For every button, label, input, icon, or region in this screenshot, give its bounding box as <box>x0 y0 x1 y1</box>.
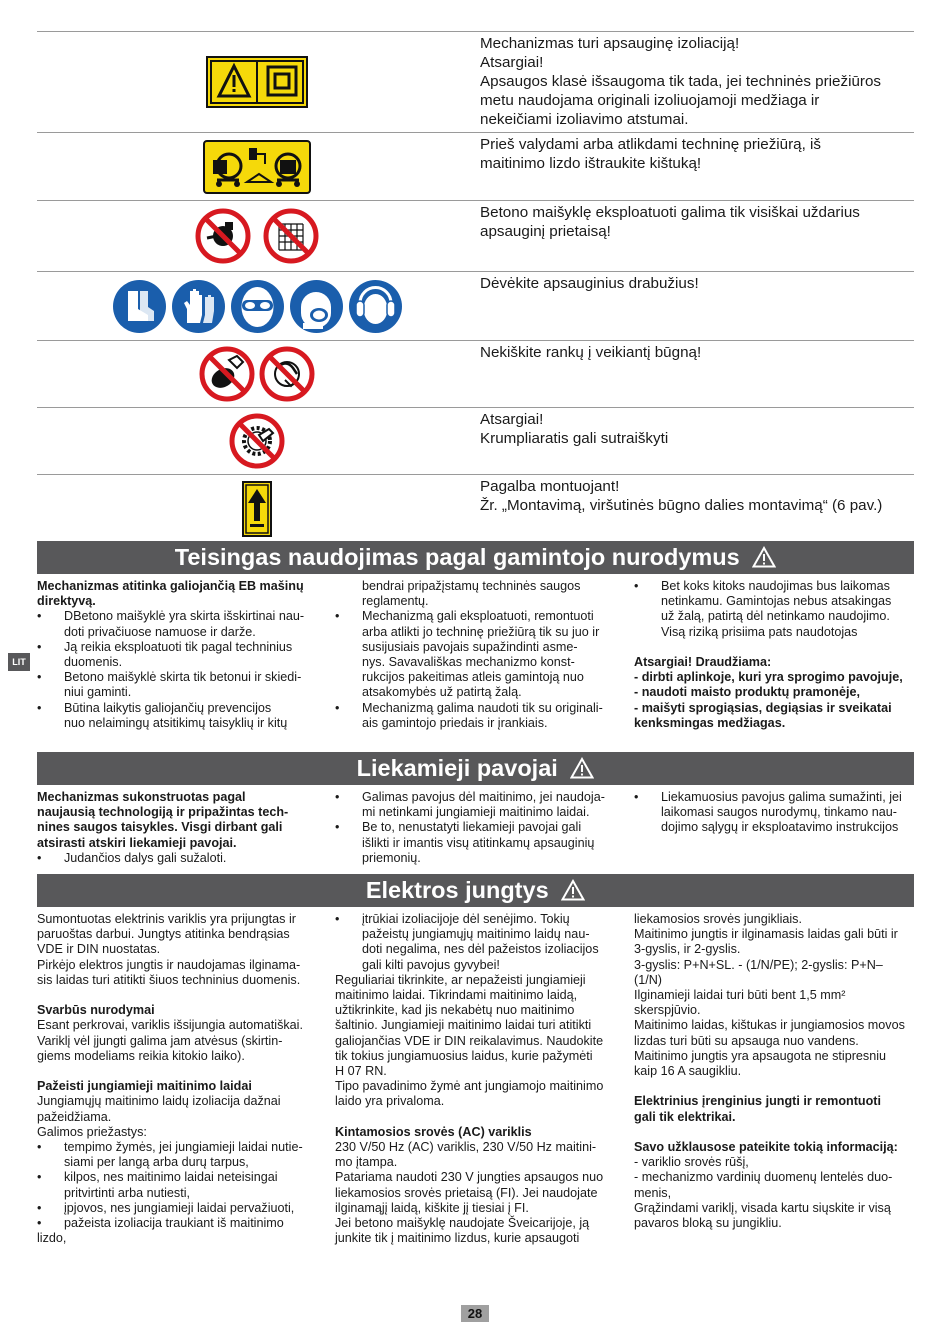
text-line: VDE ir DIN nuostatas. <box>37 942 161 957</box>
text-line: laido yra privaloma. <box>335 1094 445 1109</box>
symbol-row-insulation <box>37 31 914 132</box>
text-line: reglamentų. <box>362 594 429 609</box>
warning-triangle-icon <box>752 546 776 568</box>
list-item: • Be to, nenustatyti liekamieji pavojai gali išlikti ir imantis visų atitinkamų apsauginių priemonių. <box>335 820 625 866</box>
symbol-row-guard <box>37 200 914 271</box>
text-line: H 07 RN. <box>335 1064 387 1079</box>
dust-mask-icon <box>289 279 344 334</box>
text-line: 230 V/50 Hz (AC) variklis, 230 V/50 Hz maitini- <box>335 1140 597 1155</box>
text-line: naujausią technologiją ir pripažintas tech- <box>37 805 289 820</box>
text-line: Nekiškite rankų į veikiantį būgną! <box>480 344 702 361</box>
list-item: • tempimo žymės, jei jungiamieji laidai nutie- siami per langą arba durų tarpus, <box>37 1140 327 1170</box>
residual-column-3 <box>634 790 919 836</box>
text-line: - dirbti aplinkoje, kuri yra sprogimo pavojuje, <box>634 670 903 685</box>
text-line: Apsaugos klasė išsaugoma tik tada, jei techninės priežiūros <box>480 73 882 90</box>
section-heading-residual <box>37 752 914 785</box>
text-line: Jungiamųjų maitinimo laidų izoliacija dažnai <box>37 1094 281 1109</box>
text-line: metu naudojama originali izoliuojamoji medžiaga ir <box>480 92 820 109</box>
text-line: pažeidžiama. <box>37 1109 112 1124</box>
text-line: - mechanizmo vardinių duomenų lentelės duo- <box>634 1170 893 1185</box>
text-line: kenksmingas medžiagas. <box>634 715 786 730</box>
text-line: nines saugos taisykles. Visgi dirbant gali <box>37 820 283 835</box>
text-line: direktyvą. <box>37 594 96 609</box>
text-line: liekamosios srovės prietaisą (FI). Jei naudojate <box>335 1185 598 1200</box>
list-item: • Bet koks kitoks naudojimas bus laikomas netinkamu. Gamintojas nebus atsakingas už žalą, patirtą dėl netinkamo naudojimo. Visą riziką prisiima pats naudotojas <box>634 579 919 640</box>
text-line: šaltinio. Jungiamieji maitinimo laidai turi atitikti <box>335 1018 592 1033</box>
electric-column-3 <box>634 912 919 1231</box>
no-open-grid-sign <box>263 208 319 264</box>
usage-column-3 <box>634 579 919 731</box>
residual-column-1 <box>37 790 327 866</box>
text-line: Atsargiai! Draudžiama: <box>634 655 772 669</box>
no-hands-in-drum-sign <box>199 346 255 402</box>
list-item: • Judančios dalys gali sužaloti. <box>37 851 327 866</box>
text-line: - naudoti maisto produktų pramonėje, <box>634 685 860 700</box>
text-line: pavaros bloką su jungikliu. <box>634 1216 782 1231</box>
subheading: Svarbūs nurodymai <box>37 1003 155 1018</box>
text-line: Galimos priežastys: <box>37 1124 147 1139</box>
assembly-help-arrow-sign <box>242 481 272 537</box>
text-line: Maitinimo laidas, kištukas ir jungiamosios movos <box>634 1018 905 1033</box>
text-line: nekeičiami izoliavimo atstumai. <box>480 111 689 128</box>
safety-boots-icon <box>112 279 167 334</box>
text-line: Krumpliaratis gali sutraiškyti <box>480 430 669 447</box>
ear-protection-icon <box>348 279 403 334</box>
text-line: menis, <box>634 1185 672 1200</box>
text-line: kaip 16 A saugikliu. <box>634 1064 742 1079</box>
list-item: • Betono maišyklė skirta tik betonui ir skiedi- niui gaminti. <box>37 670 327 700</box>
text-line: bendrai pripažįstamų techninės saugos <box>362 579 581 593</box>
text-line: Mechanizmas sukonstruotas pagal <box>37 790 246 804</box>
text-line: Sumontuotas elektrinis variklis yra prijungtas ir <box>37 912 296 926</box>
text-line: - variklio srovės rūšį, <box>634 1155 749 1170</box>
text-line: tik tokius jungiamuosius laidus, kurie pažymėti <box>335 1048 593 1063</box>
section-heading-usage <box>37 541 914 574</box>
page-number: 28 <box>461 1305 489 1322</box>
text-line: Patariama naudoti 230 V jungties apsaugos nuo <box>335 1170 604 1185</box>
symbol-text-hands <box>480 343 914 362</box>
symbol-row-gear <box>37 407 914 474</box>
text-line: Ilginamieji laidai turi būti bent 1,5 mm² <box>634 988 846 1003</box>
list-item: • Galimas pavojus dėl maitinimo, jei naudoja- mi netinkami jungiamieji maitinimo laidai. <box>335 790 625 820</box>
text-line: Maitinimo jungtis yra apsaugota ne stipresniu <box>634 1048 887 1063</box>
text-line: junkite tik į maitinimo lizdus, kurie apsaugoti <box>335 1231 580 1246</box>
no-operation-without-guard-sign <box>195 208 251 264</box>
warning-and-double-insulation-sign <box>206 56 308 108</box>
text-line: Maitinimo jungtis ir ilginamasis laidas gali būti ir <box>634 927 898 942</box>
text-line: Grąžindami variklį, visada kartu siųskite ir visą <box>634 1200 891 1215</box>
text-line: Atsargiai! <box>480 54 544 71</box>
subheading: Savo užklausose pateikite tokią informaciją: <box>634 1140 898 1155</box>
list-item: • pažeista izoliacija traukiant iš maitinimo lizdo, <box>37 1216 327 1246</box>
section-heading-electric <box>37 874 914 907</box>
symbol-row-unplug <box>37 132 914 200</box>
symbol-row-ppe <box>37 271 914 340</box>
safety-gloves-icon <box>171 279 226 334</box>
text-line: Esant perkrovai, variklis išsijungia automatiškai. <box>37 1018 303 1033</box>
list-item: • Būtina laikytis galiojančių prevencijos nuo nelaimingų atsitikimų taisyklių ir kitų <box>37 701 327 731</box>
symbol-text-guard <box>480 203 914 241</box>
warning-triangle-icon <box>570 757 594 779</box>
list-item: • Mechanizmą galima naudoti tik su originali- ais gamintojo priedais ir įrankiais. <box>335 701 625 731</box>
symbol-text-unplug <box>480 135 914 173</box>
text-line: sis laidas turi atitikti šiuos techninius duomenis. <box>37 972 301 987</box>
text-line: paruoštas darbui. Jungtys atitinka bendrąsias <box>37 927 290 942</box>
section-title: Elektros jungtys <box>365 877 549 903</box>
subheading: Kintamosios srovės (AC) variklis <box>335 1124 532 1139</box>
text-line: maitinimo lizdo ištraukite kištuką! <box>480 155 702 172</box>
symbol-text-insulation <box>480 34 914 129</box>
text-line: Betono maišyklę eksploatuoti galima tik visiškai uždarius <box>480 204 860 221</box>
subheading: gali tik elektrikai. <box>634 1109 736 1124</box>
symbol-text-ppe <box>480 274 914 293</box>
text-line: galiojančias VDE ir DIN reikalavimus. Naudokite <box>335 1033 604 1048</box>
text-line: Reguliariai tikrinkite, ar nepažeisti jungiamieji <box>335 972 586 987</box>
text-line: apsauginį prietaisą! <box>480 223 611 240</box>
text-line: užtikrinkite, kad jis nekabėtų nuo maitinimo <box>335 1003 575 1018</box>
list-item: • Liekamuosius pavojus galima sumažinti, jei laikomasi saugos nurodymų, tinkamo nau- dojimo sąlygų ir eksploatavimo instrukcijos <box>634 790 919 836</box>
text-line: Pagalba montuojant! <box>480 478 620 495</box>
text-line: Atsargiai! <box>480 411 544 428</box>
list-item: • DBetono maišyklė yra skirta išskirtinai nau- doti privačiuose namuose ir darže. <box>37 609 327 639</box>
usage-column-1 <box>37 579 327 731</box>
language-tab: LIT <box>8 653 30 671</box>
text-line: Jei betono maišyklę naudojate Šveicarijoje, ją <box>335 1216 590 1231</box>
text-line: 3-gyslis, ir 2-gyslis. <box>634 942 741 957</box>
usage-column-2 <box>335 579 625 731</box>
text-line: atsirasti atskiri liekamieji pavojai. <box>37 835 237 850</box>
safety-goggles-icon <box>230 279 285 334</box>
subheading: Elektrinius įrenginius jungti ir remontuoti <box>634 1094 881 1109</box>
warning-triangle-icon <box>561 879 585 901</box>
list-item: • Mechanizmą gali eksploatuoti, remontuoti arba atlikti jo techninę priežiūrą tik su juo ir susijusiais pavojais supažindinti asme- nys. Savavališkas mechanizmo konst- rukcijos pakeitimas atleis gamintoją nuo atsakomybės už patirtą žalą. <box>335 609 625 700</box>
list-item: • įpjovos, nes jungiamieji laidai pervažiuoti, <box>37 1201 327 1216</box>
safety-symbols-table <box>37 31 914 544</box>
section-title: Liekamieji pavojai <box>356 755 558 781</box>
text-line: 3-gyslis: P+N+SL. - (1/N/PE); 2-gyslis: P+N– <box>634 957 883 972</box>
text-line: lizdas turi būti su apsauga nuo vandens. <box>634 1033 859 1048</box>
text-line: ilginamąjį laidą, kiškite jį tiesiai į FI. <box>335 1200 529 1215</box>
text-line: Pirkėjo elektros jungtis ir naudojamas ilginama- <box>37 957 301 972</box>
gear-crush-warning-sign <box>229 413 285 469</box>
text-line: Prieš valydami arba atlikdami techninę priežiūrą, iš <box>480 136 822 153</box>
text-line: (1/N) <box>634 972 662 987</box>
residual-column-2 <box>335 790 625 866</box>
text-line: Variklį vėl įjungti galima jam atvėsus (skirtin- <box>37 1033 283 1048</box>
subheading: Pažeisti jungiamieji maitinimo laidai <box>37 1079 252 1094</box>
text-line: mo įtampa. <box>335 1155 398 1170</box>
text-line: maitinimo laidai. Tikrindami maitinimo laidą, <box>335 988 578 1003</box>
text-line: Mechanizmas turi apsauginę izoliaciją! <box>480 35 740 52</box>
text-line: Žr. „Montavimą, viršutinės būgno dalies montavimą“ (6 pav.) <box>480 497 883 514</box>
text-line: skerspjūvio. <box>634 1003 701 1018</box>
text-line: giems modeliams reikia kitokio laiko). <box>37 1048 245 1063</box>
unplug-before-maintenance-sign <box>203 140 311 194</box>
section-title: Teisingas naudojimas pagal gamintojo nurodymus <box>174 544 740 570</box>
list-item: • kilpos, nes maitinimo laidai neteisingai pritvirtinti arba nutiesti, <box>37 1170 327 1200</box>
symbol-text-gear <box>480 410 914 448</box>
symbol-row-hands <box>37 340 914 407</box>
text-line: Tipo pavadinimo žymė ant jungiamojo maitinimo <box>335 1079 604 1094</box>
no-reaching-sign <box>259 346 315 402</box>
text-line: - maišyti sprogiąsias, degiąsias ir sveikatai <box>634 700 892 715</box>
symbol-row-assembly <box>37 474 914 543</box>
symbol-text-assembly <box>480 477 914 515</box>
text-line: liekamosios srovės jungikliais. <box>634 912 802 926</box>
electric-column-2 <box>335 912 625 1246</box>
electric-column-1 <box>37 912 327 1246</box>
text-line: Dėvėkite apsauginius drabužius! <box>480 275 699 292</box>
list-item: • įtrūkiai izoliacijoje dėl senėjimo. Tokių pažeistų jungiamųjų maitinimo laidų nau- doti negalima, nes dėl pažeistos izoliacijos gali kilti pavojus gyvybei! <box>335 912 625 973</box>
list-item: • Ją reikia eksploatuoti tik pagal techninius duomenis. <box>37 640 327 670</box>
text-line: Mechanizmas atitinka galiojančią EB mašinų <box>37 579 304 593</box>
